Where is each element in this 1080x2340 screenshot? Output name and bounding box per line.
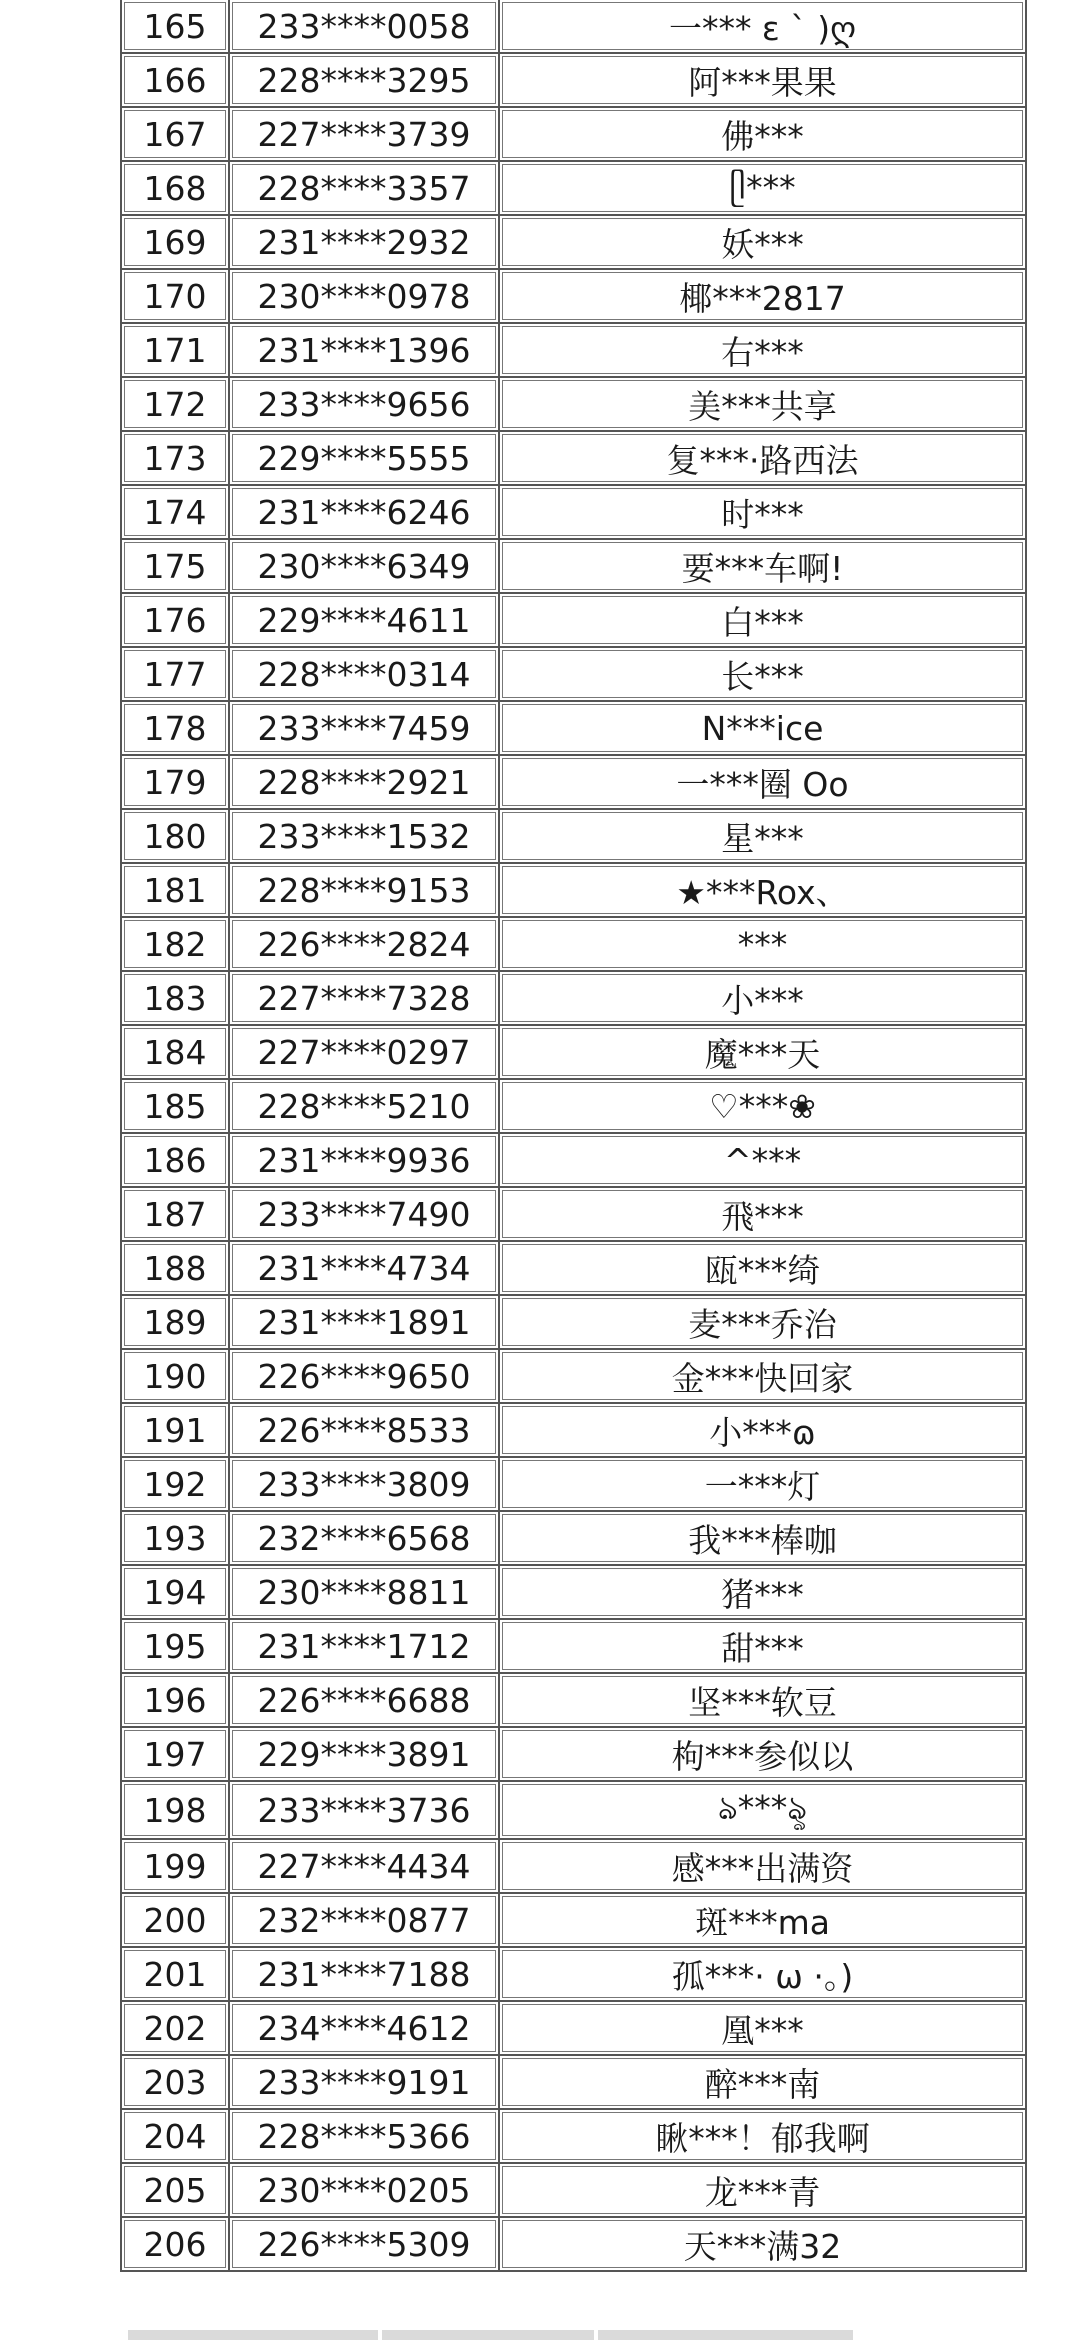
- table-row: [121, 539, 1026, 593]
- table-row: [121, 1241, 1026, 1295]
- table-row: [121, 1025, 1026, 1079]
- nickname-cell: 一***圈 Oo: [499, 755, 1026, 809]
- nickname-cell: 猪***: [499, 1565, 1026, 1619]
- row-number-cell: 192: [121, 1457, 229, 1511]
- nickname-cell: ♡***❀: [499, 1079, 1026, 1133]
- row-number-cell: 180: [121, 809, 229, 863]
- row-number-cell: 193: [121, 1511, 229, 1565]
- table-row: [121, 2001, 1026, 2055]
- user-id-cell: 230****6349: [229, 539, 499, 593]
- nickname-cell: 长***: [499, 647, 1026, 701]
- user-id-cell: 233****0058: [229, 0, 499, 53]
- table-row: [121, 2217, 1026, 2271]
- table-row: [121, 1187, 1026, 1241]
- user-id-cell: 230****0205: [229, 2163, 499, 2217]
- nickname-cell: 佛***: [499, 107, 1026, 161]
- user-id-cell: 233****9656: [229, 377, 499, 431]
- edge-segment: [128, 2330, 378, 2340]
- row-number-cell: 204: [121, 2109, 229, 2163]
- nickname-cell: 阿***果果: [499, 53, 1026, 107]
- table-row: [121, 1133, 1026, 1187]
- table-row: [121, 863, 1026, 917]
- nickname-cell: 天***满32: [499, 2217, 1026, 2271]
- nickname-cell: ঌ***ৡ: [499, 1781, 1026, 1839]
- row-number-cell: 184: [121, 1025, 229, 1079]
- nickname-cell: 甜***: [499, 1619, 1026, 1673]
- row-number-cell: 186: [121, 1133, 229, 1187]
- user-id-cell: 233****9191: [229, 2055, 499, 2109]
- user-id-cell: 228****3295: [229, 53, 499, 107]
- nickname-cell: 孤***· ω ·｡): [499, 1947, 1026, 2001]
- nickname-cell: 复***·路西法: [499, 431, 1026, 485]
- row-number-cell: 198: [121, 1781, 229, 1839]
- table-row: [121, 701, 1026, 755]
- table-row: [121, 377, 1026, 431]
- user-id-cell: 231****7188: [229, 1947, 499, 2001]
- nickname-cell: 坚***软豆: [499, 1673, 1026, 1727]
- user-id-cell: 228****3357: [229, 161, 499, 215]
- row-number-cell: 195: [121, 1619, 229, 1673]
- row-number-cell: 194: [121, 1565, 229, 1619]
- row-number-cell: 174: [121, 485, 229, 539]
- row-number-cell: 169: [121, 215, 229, 269]
- nickname-cell: 小***ɷ: [499, 1403, 1026, 1457]
- user-id-cell: 228****5210: [229, 1079, 499, 1133]
- table-row: [121, 647, 1026, 701]
- user-id-cell: 233****7459: [229, 701, 499, 755]
- table-row: [121, 53, 1026, 107]
- edge-segment: [382, 2330, 594, 2340]
- user-id-cell: 233****7490: [229, 1187, 499, 1241]
- nickname-cell: 椰***2817: [499, 269, 1026, 323]
- row-number-cell: 168: [121, 161, 229, 215]
- table-body: [121, 0, 1026, 2271]
- nickname-cell: 白***: [499, 593, 1026, 647]
- nickname-cell: 麦***乔治: [499, 1295, 1026, 1349]
- row-number-cell: 197: [121, 1727, 229, 1781]
- nickname-cell: 醉***南: [499, 2055, 1026, 2109]
- user-id-cell: 230****8811: [229, 1565, 499, 1619]
- nickname-cell: ᥫ***: [499, 161, 1026, 215]
- row-number-cell: 188: [121, 1241, 229, 1295]
- row-number-cell: 167: [121, 107, 229, 161]
- nickname-cell: 时***: [499, 485, 1026, 539]
- table-row: [121, 1295, 1026, 1349]
- row-number-cell: 200: [121, 1893, 229, 1947]
- nickname-cell: N***ice: [499, 701, 1026, 755]
- table-row: [121, 1511, 1026, 1565]
- table-row: [121, 161, 1026, 215]
- row-number-cell: 202: [121, 2001, 229, 2055]
- user-id-cell: 233****1532: [229, 809, 499, 863]
- nickname-cell: 龙***青: [499, 2163, 1026, 2217]
- table-row: [121, 485, 1026, 539]
- nickname-cell: 美***共享: [499, 377, 1026, 431]
- table-row: [121, 755, 1026, 809]
- table-row: [121, 1839, 1026, 1893]
- row-number-cell: 181: [121, 863, 229, 917]
- user-id-cell: 228****2921: [229, 755, 499, 809]
- nickname-cell: 斑***ma: [499, 1893, 1026, 1947]
- row-number-cell: 175: [121, 539, 229, 593]
- table-row: [121, 1565, 1026, 1619]
- edge-segment: [598, 2330, 853, 2340]
- user-id-cell: 227****4434: [229, 1839, 499, 1893]
- row-number-cell: 176: [121, 593, 229, 647]
- row-number-cell: 187: [121, 1187, 229, 1241]
- user-id-cell: 231****9936: [229, 1133, 499, 1187]
- user-id-cell: 226****2824: [229, 917, 499, 971]
- table-row: [121, 269, 1026, 323]
- user-id-cell: 232****6568: [229, 1511, 499, 1565]
- user-id-cell: 231****2932: [229, 215, 499, 269]
- row-number-cell: 199: [121, 1839, 229, 1893]
- user-id-cell: 228****5366: [229, 2109, 499, 2163]
- user-id-cell: 227****3739: [229, 107, 499, 161]
- user-id-cell: 227****0297: [229, 1025, 499, 1079]
- user-id-cell: 226****5309: [229, 2217, 499, 2271]
- row-number-cell: 178: [121, 701, 229, 755]
- user-id-cell: 233****3809: [229, 1457, 499, 1511]
- user-id-cell: 229****5555: [229, 431, 499, 485]
- row-number-cell: 173: [121, 431, 229, 485]
- table-row: [121, 1619, 1026, 1673]
- table-row: [121, 1673, 1026, 1727]
- table-row: [121, 431, 1026, 485]
- nickname-cell: 瓯***绮: [499, 1241, 1026, 1295]
- table-row: [121, 971, 1026, 1025]
- user-id-cell: 226****8533: [229, 1403, 499, 1457]
- table-row: [121, 1727, 1026, 1781]
- table-row: [121, 1349, 1026, 1403]
- row-number-cell: 206: [121, 2217, 229, 2271]
- table-row: [121, 917, 1026, 971]
- user-id-cell: 232****0877: [229, 1893, 499, 1947]
- row-number-cell: 189: [121, 1295, 229, 1349]
- row-number-cell: 171: [121, 323, 229, 377]
- row-number-cell: 190: [121, 1349, 229, 1403]
- user-id-cell: 231****4734: [229, 1241, 499, 1295]
- row-number-cell: 203: [121, 2055, 229, 2109]
- table-row: [121, 107, 1026, 161]
- nickname-cell: 感***出满资: [499, 1839, 1026, 1893]
- row-number-cell: 205: [121, 2163, 229, 2217]
- nickname-cell: ***: [499, 917, 1026, 971]
- row-number-cell: 179: [121, 755, 229, 809]
- table-row: [121, 1893, 1026, 1947]
- nickname-cell: ^***: [499, 1133, 1026, 1187]
- table-row: [121, 2055, 1026, 2109]
- nickname-cell: 瞅***！郁我啊: [499, 2109, 1026, 2163]
- row-number-cell: 166: [121, 53, 229, 107]
- nickname-cell: ★***Rox、: [499, 863, 1026, 917]
- user-id-cell: 228****0314: [229, 647, 499, 701]
- user-id-cell: 230****0978: [229, 269, 499, 323]
- table-row: [121, 593, 1026, 647]
- nickname-cell: 我***棒咖: [499, 1511, 1026, 1565]
- row-number-cell: 165: [121, 0, 229, 53]
- row-number-cell: 182: [121, 917, 229, 971]
- table-row: [121, 809, 1026, 863]
- user-id-cell: 229****3891: [229, 1727, 499, 1781]
- user-id-cell: 233****3736: [229, 1781, 499, 1839]
- table-row: [121, 2163, 1026, 2217]
- table-row: [121, 1403, 1026, 1457]
- table-row: [121, 323, 1026, 377]
- user-id-cell: 231****6246: [229, 485, 499, 539]
- row-number-cell: 183: [121, 971, 229, 1025]
- user-id-cell: 227****7328: [229, 971, 499, 1025]
- table-row: [121, 2109, 1026, 2163]
- user-id-cell: 226****6688: [229, 1673, 499, 1727]
- table-row: [121, 1781, 1026, 1839]
- nickname-cell: 金***快回家: [499, 1349, 1026, 1403]
- nickname-cell: 要***车啊!: [499, 539, 1026, 593]
- nickname-cell: 飛***: [499, 1187, 1026, 1241]
- user-id-cell: 229****4611: [229, 593, 499, 647]
- row-number-cell: 172: [121, 377, 229, 431]
- next-page-edge: [128, 2330, 953, 2340]
- table-row: [121, 1947, 1026, 2001]
- nickname-cell: 右***: [499, 323, 1026, 377]
- row-number-cell: 191: [121, 1403, 229, 1457]
- table-row: [121, 1457, 1026, 1511]
- user-id-cell: 231****1396: [229, 323, 499, 377]
- table-row: [121, 215, 1026, 269]
- row-number-cell: 177: [121, 647, 229, 701]
- winners-table: [120, 0, 1027, 2272]
- user-id-cell: 231****1712: [229, 1619, 499, 1673]
- user-id-cell: 226****9650: [229, 1349, 499, 1403]
- nickname-cell: 妖***: [499, 215, 1026, 269]
- nickname-cell: 枸***参似以: [499, 1727, 1026, 1781]
- row-number-cell: 170: [121, 269, 229, 323]
- row-number-cell: 185: [121, 1079, 229, 1133]
- user-id-cell: 228****9153: [229, 863, 499, 917]
- row-number-cell: 201: [121, 1947, 229, 2001]
- nickname-cell: 星***: [499, 809, 1026, 863]
- table-row: [121, 1079, 1026, 1133]
- row-number-cell: 196: [121, 1673, 229, 1727]
- nickname-cell: 一***灯: [499, 1457, 1026, 1511]
- table-row: [121, 0, 1026, 53]
- nickname-cell: 小***: [499, 971, 1026, 1025]
- user-id-cell: 234****4612: [229, 2001, 499, 2055]
- nickname-cell: 凰***: [499, 2001, 1026, 2055]
- nickname-cell: 一*** ε ˋ )ღ: [499, 0, 1026, 53]
- nickname-cell: 魔***天: [499, 1025, 1026, 1079]
- user-id-cell: 231****1891: [229, 1295, 499, 1349]
